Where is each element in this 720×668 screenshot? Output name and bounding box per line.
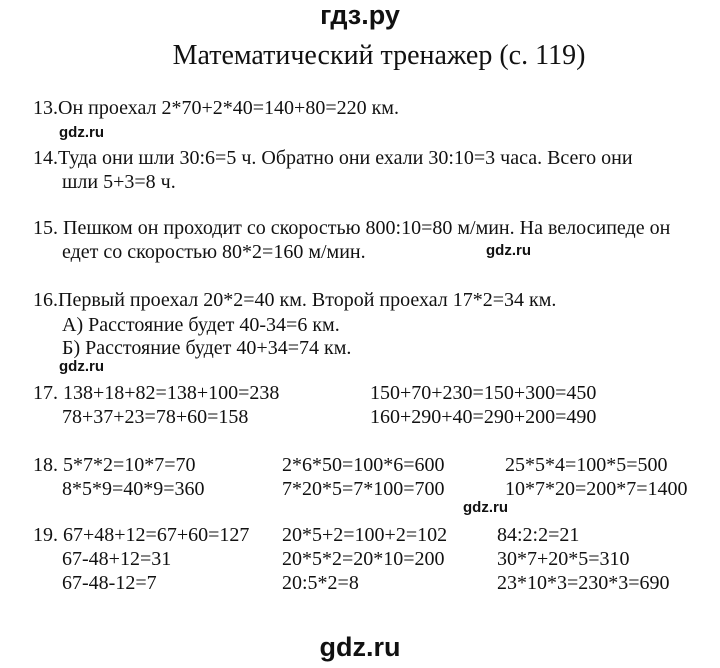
problem-19-row-2-col-2: 20*5*2=20*10=200 (282, 548, 445, 570)
problem-13: 13.Он проехал 2*70+2*40=140+80=220 км. (33, 97, 399, 119)
problem-19-row-3-col-3: 23*10*3=230*3=690 (497, 572, 670, 594)
watermark: gdz.ru (59, 358, 104, 375)
problem-14-line-2: шли 5+3=8 ч. (62, 171, 176, 193)
problem-15-line-2: едет со скоростью 80*2=160 м/мин. (62, 241, 366, 263)
problem-17-row-1-col-1: 17. 138+18+82=138+100=238 (33, 382, 280, 404)
problem-16-line-b: Б) Расстояние будет 40+34=74 км. (62, 337, 352, 359)
problem-18-row-1-col-2: 2*6*50=100*6=600 (282, 454, 445, 476)
problem-19-row-3-col-1: 67-48-12=7 (62, 572, 157, 594)
problem-19-row-1-col-1: 19. 67+48+12=67+60=127 (33, 524, 250, 546)
problem-18-row-2-col-1: 8*5*9=40*9=360 (62, 478, 205, 500)
problem-16-line-a: А) Расстояние будет 40-34=6 км. (62, 314, 340, 336)
problem-18-row-2-col-3: 10*7*20=200*7=1400 (505, 478, 688, 500)
problem-17-row-2-col-1: 78+37+23=78+60=158 (62, 406, 249, 428)
problem-18-row-1-col-3: 25*5*4=100*5=500 (505, 454, 668, 476)
problem-14-line-1: 14.Туда они шли 30:6=5 ч. Обратно они ехали 30:10=3 часа. Всего они (33, 147, 633, 169)
problem-18-row-1-col-1: 18. 5*7*2=10*7=70 (33, 454, 196, 476)
watermark: gdz.ru (59, 124, 104, 141)
site-logo-bottom: gdz.ru (319, 632, 401, 662)
problem-17-row-2-col-2: 160+290+40=290+200=490 (370, 406, 597, 428)
problem-15-line-1: 15. Пешком он проходит со скоростью 800:10=80 м/мин. На велосипеде он (33, 217, 671, 239)
page-title: Математический тренажер (с. 119) (172, 40, 586, 71)
problem-18-row-2-col-2: 7*20*5=7*100=700 (282, 478, 445, 500)
problem-19-row-2-col-3: 30*7+20*5=310 (497, 548, 630, 570)
problem-16-line-1: 16.Первый проехал 20*2=40 км. Второй проехал 17*2=34 км. (33, 289, 557, 311)
problem-19-row-1-col-3: 84:2:2=21 (497, 524, 580, 546)
watermark: gdz.ru (463, 499, 508, 516)
watermark: gdz.ru (486, 242, 531, 259)
problem-19-row-2-col-1: 67-48+12=31 (62, 548, 172, 570)
problem-19-row-1-col-2: 20*5+2=100+2=102 (282, 524, 448, 546)
problem-19-row-3-col-2: 20:5*2=8 (282, 572, 359, 594)
site-logo-top: гдз.ру (320, 0, 400, 30)
problem-17-row-1-col-2: 150+70+230=150+300=450 (370, 382, 597, 404)
